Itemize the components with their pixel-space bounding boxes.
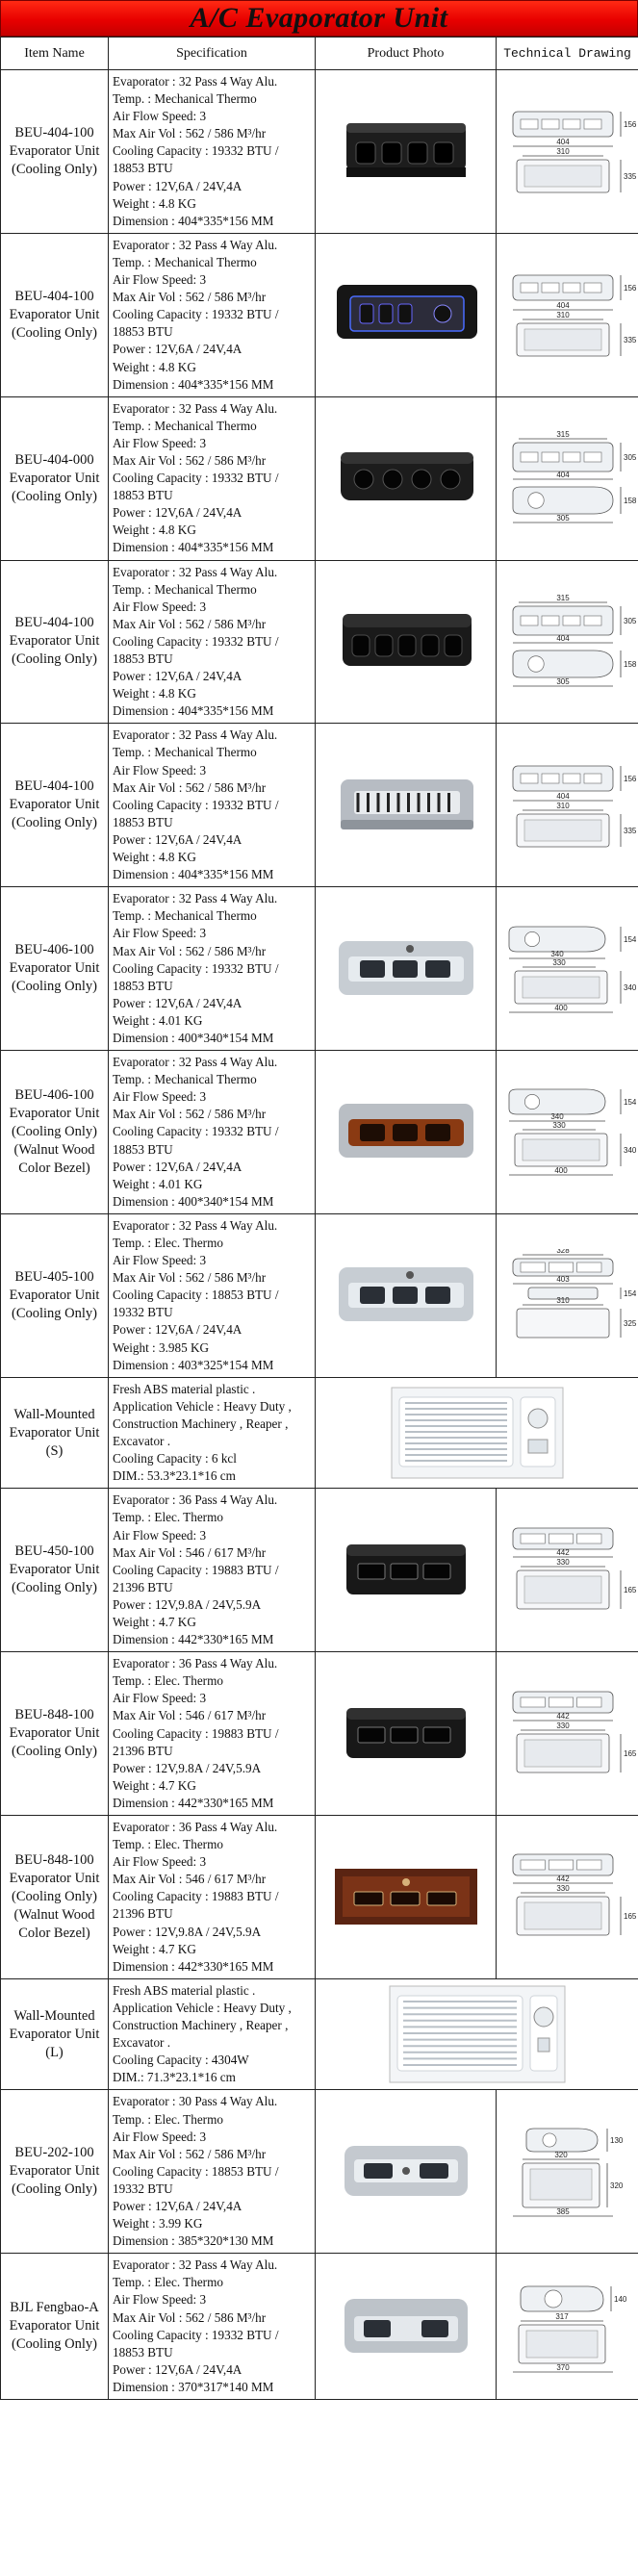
- spec-line: Temp. : Mechanical Thermo: [113, 1072, 257, 1087]
- product-row: [1, 1489, 638, 1652]
- svg-text:165: 165: [624, 1912, 636, 1922]
- technical-drawing: [497, 70, 638, 234]
- spec-line: Power : 12V,9.8A / 24V,5.9A: [113, 1760, 262, 1775]
- svg-text:165: 165: [624, 1748, 636, 1758]
- svg-text:330: 330: [552, 1121, 566, 1131]
- spec-line: Air Flow Speed: 3: [113, 2129, 207, 2144]
- svg-text:140: 140: [614, 2294, 627, 2304]
- spec-line: 21396 BTU: [113, 1906, 173, 1922]
- spec-line: Evaporator : 32 Pass 4 Way Alu.: [113, 400, 278, 416]
- product-row: [1, 1377, 638, 1489]
- product-photo: [316, 724, 497, 887]
- product-row: [1, 233, 638, 396]
- product-photo: [316, 2090, 497, 2254]
- spec-line: Weight : 4.8 KG: [113, 195, 196, 211]
- spec-line: Evaporator : 36 Pass 4 Way Alu.: [113, 1820, 278, 1834]
- page-title: A/C Evaporator Unit: [190, 2, 448, 34]
- spec-line: Air Flow Speed: 3: [113, 435, 207, 450]
- spec-line: Cooling Capacity : 4304W: [113, 2053, 249, 2068]
- svg-text:156: 156: [624, 120, 636, 130]
- spec-line: Cooling Capacity : 19332 BTU /: [113, 2327, 279, 2342]
- spec-line: Dimension : 442*330*165 MM: [113, 1958, 274, 1974]
- spec-line: Evaporator : 32 Pass 4 Way Alu.: [113, 2257, 278, 2273]
- spec-line: Construction Machinery , Reaper ,: [113, 2018, 289, 2033]
- technical-drawing: [497, 1816, 638, 1979]
- spec-line: Weight : 4.8 KG: [113, 359, 196, 374]
- item-name: BEU-404-100 Evaporator Unit (Cooling Only): [1, 560, 109, 724]
- spec-line: Excavator .: [113, 1434, 171, 1449]
- column-header-specification: Specification: [109, 38, 316, 70]
- spec-line: Temp. : Mechanical Thermo: [113, 91, 257, 107]
- svg-text:158: 158: [624, 497, 636, 506]
- svg-text:130: 130: [610, 2135, 624, 2145]
- spec-line: Dimension : 404*335*156 MM: [113, 376, 274, 392]
- svg-text:158: 158: [624, 659, 636, 669]
- svg-text:310: 310: [556, 801, 570, 810]
- product-row: [1, 1978, 638, 2090]
- spec-line: Evaporator : 32 Pass 4 Way Alu.: [113, 74, 278, 89]
- spec-line: Evaporator : 36 Pass 4 Way Alu.: [113, 1492, 278, 1508]
- column-header-technical-drawing: Technical Drawing: [497, 38, 638, 70]
- product-photo: [316, 887, 497, 1051]
- spec-line: Weight : 4.7 KG: [113, 1614, 196, 1629]
- svg-text:404: 404: [556, 301, 570, 311]
- svg-text:315: 315: [556, 594, 570, 602]
- svg-text:154: 154: [624, 1289, 636, 1299]
- spec-line: Excavator .: [113, 2035, 171, 2051]
- svg-text:320: 320: [554, 2150, 568, 2159]
- specification-cell: [109, 887, 316, 1051]
- product-photo: [316, 396, 497, 560]
- spec-line: Max Air Vol : 546 / 617 M³/hr: [113, 1872, 267, 1887]
- product-photo: [316, 1489, 497, 1652]
- spec-line: Power : 12V,6A / 24V,4A: [113, 505, 242, 521]
- product-row: [1, 2090, 638, 2254]
- specification-cell: [109, 1978, 316, 2090]
- svg-text:330: 330: [556, 1557, 570, 1567]
- spec-line: Max Air Vol : 562 / 586 M³/hr: [113, 2309, 267, 2325]
- spec-line: Cooling Capacity : 6 kcl: [113, 1451, 237, 1467]
- spec-line: Temp. : Elec. Thermo: [113, 2111, 223, 2127]
- product-row: [1, 560, 638, 724]
- spec-line: Temp. : Elec. Thermo: [113, 1510, 223, 1525]
- item-name: BEU-406-100 Evaporator Unit (Cooling Only) (Walnut Wood Color Bezel): [1, 1051, 109, 1214]
- spec-line: Temp. : Mechanical Thermo: [113, 254, 257, 269]
- item-name: BEU-404-000 Evaporator Unit (Cooling Only): [1, 396, 109, 560]
- spec-line: Cooling Capacity : 19332 BTU /: [113, 307, 279, 322]
- product-photo: [316, 1816, 497, 1979]
- spec-line: Air Flow Speed: 3: [113, 1089, 207, 1105]
- svg-text:328: 328: [556, 1249, 570, 1256]
- spec-line: Air Flow Speed: 3: [113, 599, 207, 614]
- product-row: [1, 1816, 638, 1979]
- spec-line: Temp. : Mechanical Thermo: [113, 745, 257, 760]
- spec-line: Temp. : Elec. Thermo: [113, 2275, 223, 2290]
- svg-text:317: 317: [555, 2311, 569, 2321]
- item-name: BEU-404-100 Evaporator Unit (Cooling Only): [1, 233, 109, 396]
- spec-line: Power : 12V,6A / 24V,4A: [113, 342, 242, 357]
- technical-drawing: [497, 396, 638, 560]
- spec-line: Max Air Vol : 562 / 586 M³/hr: [113, 126, 267, 141]
- svg-text:310: 310: [556, 311, 570, 320]
- spec-line: 18853 BTU: [113, 324, 173, 340]
- spec-line: Evaporator : 36 Pass 4 Way Alu.: [113, 1656, 278, 1671]
- svg-text:403: 403: [556, 1275, 570, 1285]
- spec-line: Max Air Vol : 546 / 617 M³/hr: [113, 1544, 267, 1560]
- svg-text:330: 330: [556, 1884, 570, 1894]
- spec-line: Weight : 3.99 KG: [113, 2216, 203, 2232]
- product-row: [1, 70, 638, 234]
- product-row: [1, 2254, 638, 2400]
- spec-line: Air Flow Speed: 3: [113, 1527, 207, 1543]
- spec-line: Dimension : 385*320*130 MM: [113, 2233, 274, 2249]
- spec-line: Max Air Vol : 562 / 586 M³/hr: [113, 1107, 267, 1122]
- spec-line: Cooling Capacity : 19883 BTU /: [113, 1562, 279, 1577]
- column-header-product-photo: Product Photo: [316, 38, 497, 70]
- svg-text:310: 310: [556, 1296, 570, 1306]
- page-title-banner: [0, 0, 638, 37]
- spec-line: Application Vehicle : Heavy Duty ,: [113, 2000, 292, 2015]
- technical-drawing: [497, 2254, 638, 2400]
- spec-line: Dimension : 400*340*154 MM: [113, 1030, 274, 1045]
- spec-line: Cooling Capacity : 19883 BTU /: [113, 1889, 279, 1904]
- svg-text:404: 404: [556, 633, 570, 643]
- spec-line: Air Flow Speed: 3: [113, 762, 207, 778]
- technical-drawing: [497, 1213, 638, 1377]
- technical-drawing: [497, 233, 638, 396]
- spec-line: 21396 BTU: [113, 1579, 173, 1594]
- spec-line: Weight : 3.985 KG: [113, 1339, 210, 1355]
- spec-line: Dimension : 404*335*156 MM: [113, 867, 274, 882]
- product-photo: [316, 1978, 638, 2090]
- product-row: [1, 1213, 638, 1377]
- svg-text:154: 154: [624, 1098, 636, 1108]
- spec-line: Cooling Capacity : 19332 BTU /: [113, 471, 279, 486]
- item-name: Wall-Mounted Evaporator Unit (S): [1, 1377, 109, 1489]
- spec-line: Max Air Vol : 562 / 586 M³/hr: [113, 2146, 267, 2161]
- svg-text:305: 305: [624, 453, 636, 463]
- spec-line: Air Flow Speed: 3: [113, 2292, 207, 2308]
- spec-line: Max Air Vol : 562 / 586 M³/hr: [113, 290, 267, 305]
- svg-text:442: 442: [556, 1547, 570, 1557]
- spec-line: Dimension : 400*340*154 MM: [113, 1193, 274, 1209]
- specification-cell: [109, 1377, 316, 1489]
- spec-line: 18853 BTU: [113, 2344, 173, 2359]
- spec-line: Evaporator : 30 Pass 4 Way Alu.: [113, 2094, 278, 2109]
- svg-text:335: 335: [624, 172, 636, 182]
- spec-line: Evaporator : 32 Pass 4 Way Alu.: [113, 237, 278, 252]
- product-photo: [316, 70, 497, 234]
- item-name: BEU-848-100 Evaporator Unit (Cooling Only): [1, 1652, 109, 1816]
- spec-line: Power : 12V,6A / 24V,4A: [113, 2198, 242, 2213]
- svg-text:335: 335: [624, 336, 636, 345]
- spec-line: Dimension : 404*335*156 MM: [113, 540, 274, 555]
- product-row: [1, 1652, 638, 1816]
- spec-line: Fresh ABS material plastic .: [113, 1381, 256, 1396]
- spec-line: Power : 12V,6A / 24V,4A: [113, 178, 242, 193]
- svg-text:310: 310: [556, 147, 570, 157]
- spec-line: Air Flow Speed: 3: [113, 926, 207, 941]
- spec-line: 18853 BTU: [113, 488, 173, 503]
- spec-line: Cooling Capacity : 18853 BTU /: [113, 2163, 279, 2179]
- spec-line: Cooling Capacity : 19332 BTU /: [113, 960, 279, 976]
- specification-cell: [109, 2254, 316, 2400]
- spec-line: Cooling Capacity : 19332 BTU /: [113, 143, 279, 159]
- spec-line: Air Flow Speed: 3: [113, 272, 207, 288]
- item-name: BEU-202-100 Evaporator Unit (Cooling Only): [1, 2090, 109, 2254]
- spec-line: Temp. : Elec. Thermo: [113, 1673, 223, 1689]
- svg-text:325: 325: [624, 1319, 636, 1329]
- svg-text:330: 330: [556, 1721, 570, 1730]
- spec-line: Cooling Capacity : 19332 BTU /: [113, 1124, 279, 1139]
- spec-line: Weight : 4.8 KG: [113, 850, 196, 865]
- product-photo: [316, 1213, 497, 1377]
- item-name: BEU-450-100 Evaporator Unit (Cooling Only): [1, 1489, 109, 1652]
- product-row: [1, 396, 638, 560]
- item-name: BJL Fengbao-A Evaporator Unit (Cooling Only): [1, 2254, 109, 2400]
- spec-line: Air Flow Speed: 3: [113, 1253, 207, 1268]
- specification-cell: [109, 396, 316, 560]
- spec-line: Power : 12V,9.8A / 24V,5.9A: [113, 1596, 262, 1612]
- spec-line: Cooling Capacity : 19332 BTU /: [113, 633, 279, 649]
- spec-line: Evaporator : 32 Pass 4 Way Alu.: [113, 564, 278, 579]
- technical-drawing: [497, 2090, 638, 2254]
- table-header-row: [1, 38, 638, 70]
- svg-text:165: 165: [624, 1585, 636, 1594]
- svg-text:156: 156: [624, 284, 636, 293]
- spec-line: Air Flow Speed: 3: [113, 109, 207, 124]
- svg-text:404: 404: [556, 471, 570, 480]
- spec-line: Temp. : Mechanical Thermo: [113, 418, 257, 433]
- svg-text:335: 335: [624, 826, 636, 835]
- spec-line: Dimension : 442*330*165 MM: [113, 1632, 274, 1647]
- spec-line: Weight : 4.01 KG: [113, 1176, 203, 1191]
- product-row: [1, 887, 638, 1051]
- item-name: BEU-404-100 Evaporator Unit (Cooling Only): [1, 70, 109, 234]
- spec-line: Dimension : 403*325*154 MM: [113, 1357, 274, 1372]
- spec-line: Temp. : Mechanical Thermo: [113, 908, 257, 924]
- svg-text:340: 340: [550, 1112, 564, 1122]
- technical-drawing: [497, 887, 638, 1051]
- specification-cell: [109, 1652, 316, 1816]
- spec-line: Power : 12V,6A / 24V,4A: [113, 1159, 242, 1174]
- item-name: BEU-848-100 Evaporator Unit (Cooling Only) (Walnut Wood Color Bezel): [1, 1816, 109, 1979]
- item-name: BEU-406-100 Evaporator Unit (Cooling Only): [1, 887, 109, 1051]
- product-photo: [316, 233, 497, 396]
- spec-line: Max Air Vol : 546 / 617 M³/hr: [113, 1708, 267, 1723]
- technical-drawing: [497, 724, 638, 887]
- spec-line: Temp. : Elec. Thermo: [113, 1837, 223, 1852]
- specification-cell: [109, 1051, 316, 1214]
- spec-line: 21396 BTU: [113, 1743, 173, 1758]
- svg-text:320: 320: [610, 2181, 624, 2190]
- spec-line: Application Vehicle : Heavy Duty ,: [113, 1398, 292, 1414]
- svg-text:305: 305: [624, 616, 636, 625]
- svg-text:156: 156: [624, 774, 636, 783]
- spec-line: Weight : 4.01 KG: [113, 1012, 203, 1028]
- spec-line: Construction Machinery , Reaper ,: [113, 1416, 289, 1431]
- item-name: BEU-405-100 Evaporator Unit (Cooling Only): [1, 1213, 109, 1377]
- specification-cell: [109, 2090, 316, 2254]
- spec-line: Dimension : 404*335*156 MM: [113, 703, 274, 719]
- product-photo: [316, 1377, 638, 1489]
- spec-line: 18853 BTU: [113, 1141, 173, 1157]
- spec-line: Max Air Vol : 562 / 586 M³/hr: [113, 779, 267, 795]
- svg-text:370: 370: [556, 2362, 570, 2372]
- svg-text:340: 340: [624, 982, 636, 992]
- spec-line: Power : 12V,6A / 24V,4A: [113, 1322, 242, 1338]
- spec-line: Cooling Capacity : 19332 BTU /: [113, 797, 279, 812]
- spec-line: Fresh ABS material plastic .: [113, 1982, 256, 1998]
- spec-line: Evaporator : 32 Pass 4 Way Alu.: [113, 1217, 278, 1233]
- specification-cell: [109, 1213, 316, 1377]
- spec-line: Power : 12V,6A / 24V,4A: [113, 831, 242, 847]
- product-photo: [316, 1051, 497, 1214]
- spec-line: Cooling Capacity : 19883 BTU /: [113, 1725, 279, 1741]
- spec-line: Power : 12V,6A / 24V,4A: [113, 995, 242, 1010]
- specification-cell: [109, 1489, 316, 1652]
- spec-line: Power : 12V,6A / 24V,4A: [113, 669, 242, 684]
- svg-text:442: 442: [556, 1875, 570, 1884]
- spec-line: Dimension : 442*330*165 MM: [113, 1795, 274, 1810]
- specification-cell: [109, 233, 316, 396]
- spec-line: Max Air Vol : 562 / 586 M³/hr: [113, 452, 267, 468]
- svg-text:154: 154: [624, 934, 636, 944]
- product-table: [0, 37, 638, 2400]
- spec-line: DIM.: 71.3*23.1*16 cm: [113, 2070, 236, 2085]
- spec-line: 18853 BTU: [113, 651, 173, 666]
- svg-text:340: 340: [550, 949, 564, 958]
- spec-line: Evaporator : 32 Pass 4 Way Alu.: [113, 1055, 278, 1070]
- svg-text:330: 330: [552, 957, 566, 967]
- technical-drawing: [497, 1652, 638, 1816]
- spec-line: Evaporator : 32 Pass 4 Way Alu.: [113, 891, 278, 906]
- svg-text:442: 442: [556, 1711, 570, 1721]
- technical-drawing: [497, 1051, 638, 1214]
- spec-line: Evaporator : 32 Pass 4 Way Alu.: [113, 727, 278, 743]
- svg-text:404: 404: [556, 138, 570, 147]
- svg-text:315: 315: [556, 431, 570, 440]
- spec-line: Temp. : Mechanical Thermo: [113, 581, 257, 597]
- spec-line: Temp. : Elec. Thermo: [113, 1236, 223, 1250]
- spec-line: Dimension : 404*335*156 MM: [113, 213, 274, 228]
- spec-line: 19332 BTU: [113, 2181, 173, 2196]
- spec-line: Air Flow Speed: 3: [113, 1854, 207, 1870]
- specification-cell: [109, 560, 316, 724]
- spec-line: Air Flow Speed: 3: [113, 1691, 207, 1706]
- spec-line: Power : 12V,6A / 24V,4A: [113, 2361, 242, 2377]
- column-header-item-name: Item Name: [1, 38, 109, 70]
- spec-line: Max Air Vol : 562 / 586 M³/hr: [113, 1270, 267, 1286]
- spec-line: Weight : 4.7 KG: [113, 1777, 196, 1793]
- technical-drawing: [497, 560, 638, 724]
- product-photo: [316, 560, 497, 724]
- specification-cell: [109, 1816, 316, 1979]
- spec-line: Dimension : 370*317*140 MM: [113, 2379, 274, 2394]
- spec-line: Weight : 4.7 KG: [113, 1941, 196, 1956]
- item-name: BEU-404-100 Evaporator Unit (Cooling Only): [1, 724, 109, 887]
- spec-line: 18853 BTU: [113, 978, 173, 993]
- svg-text:404: 404: [556, 791, 570, 801]
- product-photo: [316, 2254, 497, 2400]
- svg-text:400: 400: [554, 1166, 568, 1176]
- spec-line: Weight : 4.8 KG: [113, 523, 196, 538]
- spec-line: DIM.: 53.3*23.1*16 cm: [113, 1468, 236, 1484]
- spec-line: Max Air Vol : 562 / 586 M³/hr: [113, 943, 267, 958]
- spec-line: 19332 BTU: [113, 1305, 173, 1320]
- product-photo: [316, 1652, 497, 1816]
- spec-line: Weight : 4.8 KG: [113, 686, 196, 701]
- specification-cell: [109, 724, 316, 887]
- specification-cell: [109, 70, 316, 234]
- spec-line: Power : 12V,9.8A / 24V,5.9A: [113, 1924, 262, 1939]
- svg-text:340: 340: [624, 1146, 636, 1156]
- spec-line: 18853 BTU: [113, 161, 173, 176]
- spec-line: 18853 BTU: [113, 814, 173, 829]
- item-name: Wall-Mounted Evaporator Unit (L): [1, 1978, 109, 2090]
- spec-line: Cooling Capacity : 18853 BTU /: [113, 1288, 279, 1303]
- svg-text:305: 305: [556, 514, 570, 523]
- spec-line: Max Air Vol : 562 / 586 M³/hr: [113, 616, 267, 631]
- svg-text:400: 400: [554, 1003, 568, 1012]
- product-row: [1, 1051, 638, 1214]
- svg-text:305: 305: [556, 676, 570, 686]
- svg-text:385: 385: [556, 2206, 570, 2216]
- product-row: [1, 724, 638, 887]
- technical-drawing: [497, 1489, 638, 1652]
